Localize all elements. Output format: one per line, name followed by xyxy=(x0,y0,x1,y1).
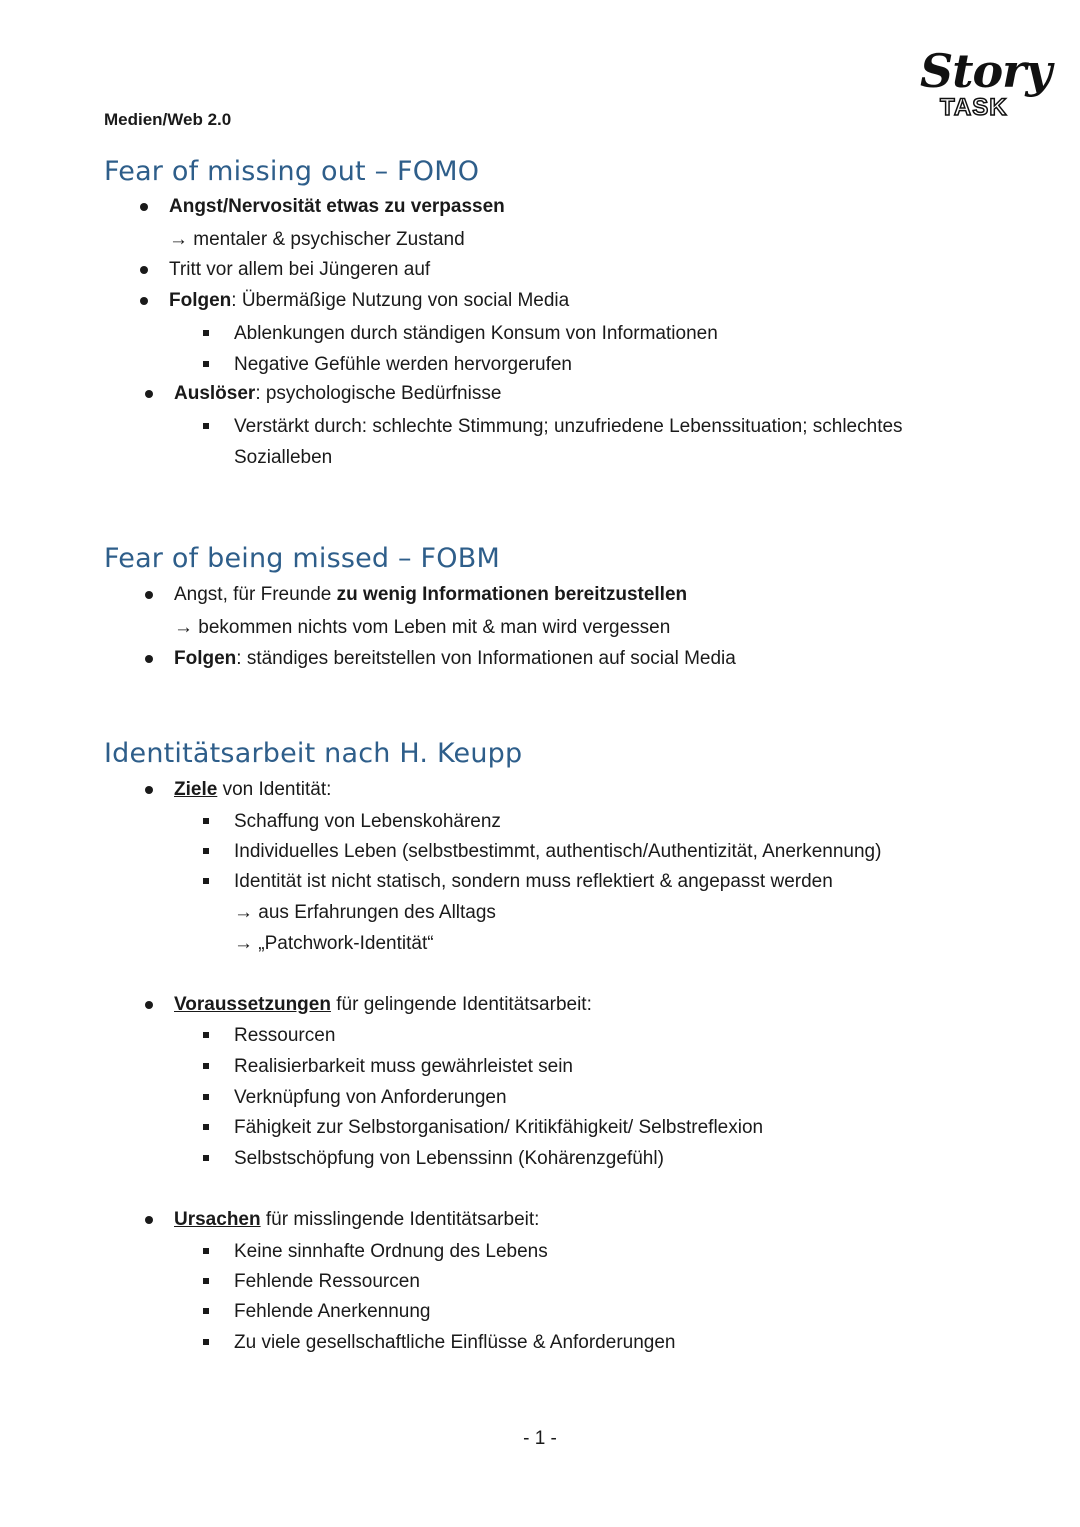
bullet xyxy=(145,591,153,599)
fomo-bullet-1: Angst/Nervosität etwas zu verpassen xyxy=(169,196,505,217)
fobm-bullet-1-arrow: → bekommen nichts vom Leben mit & man wird vergessen xyxy=(174,617,671,638)
fomo-bullet-1-arrow: → mentaler & psychischer Zustand xyxy=(169,229,465,250)
keupp-ursachen-item: Keine sinnhafte Ordnung des Lebens xyxy=(234,1241,548,1262)
square-bullet xyxy=(203,1063,209,1069)
keupp-ursachen-item: Fehlende Ressourcen xyxy=(234,1271,420,1292)
square-bullet xyxy=(203,423,209,429)
keupp-ursachen-item: Fehlende Anerkennung xyxy=(234,1301,431,1322)
fobm-bullet-2: Folgen: ständiges bereitstellen von Informationen auf social Media xyxy=(174,648,736,669)
keupp-ziele-item: Identität ist nicht statisch, sondern muss reflektiert & angepasst werden xyxy=(234,871,833,892)
document-header: Medien/Web 2.0 xyxy=(104,110,232,129)
fobm-bullet-1: Angst, für Freunde zu wenig Informationen bereitzustellen xyxy=(174,584,688,605)
bullet xyxy=(140,203,148,211)
bullet xyxy=(145,390,153,398)
square-bullet xyxy=(203,330,209,336)
bullet xyxy=(145,1001,153,1009)
fomo-bullet-4: Auslöser: psychologische Bedürfnisse xyxy=(174,383,502,404)
bullet xyxy=(145,786,153,794)
fomo-bullet-4-sub-1-line-2: Sozialleben xyxy=(234,447,333,468)
keupp-voraussetzungen-heading: Voraussetzungen für gelingende Identitätsarbeit: xyxy=(174,994,592,1015)
keupp-ursachen-heading: Ursachen für misslingende Identitätsarbeit: xyxy=(174,1209,540,1230)
keupp-voraussetzungen-item: Realisierbarkeit muss gewährleistet sein xyxy=(234,1056,573,1077)
square-bullet xyxy=(203,1339,209,1345)
fomo-bullet-3: Folgen: Übermäßige Nutzung von social Media xyxy=(169,290,570,311)
square-bullet xyxy=(203,1248,209,1254)
keupp-voraussetzungen-item: Selbstschöpfung von Lebenssinn (Kohärenzgefühl) xyxy=(234,1148,664,1169)
square-bullet xyxy=(203,1032,209,1038)
square-bullet xyxy=(203,1094,209,1100)
bullet xyxy=(145,655,153,663)
square-bullet xyxy=(203,1155,209,1161)
fomo-bullet-2: Tritt vor allem bei Jüngeren auf xyxy=(169,259,431,280)
keupp-voraussetzungen-item: Verknüpfung von Anforderungen xyxy=(234,1087,507,1108)
keupp-ziele-item: Individuelles Leben (selbstbestimmt, authentisch/Authentizität, Anerkennung) xyxy=(234,841,882,862)
square-bullet xyxy=(203,848,209,854)
section-title-fomo: Fear of missing out – FOMO xyxy=(104,156,480,187)
keupp-ziele-arrow-1: → aus Erfahrungen des Alltags xyxy=(234,902,496,923)
logo-sub-text: TASK xyxy=(940,94,1008,121)
square-bullet xyxy=(203,361,209,367)
square-bullet xyxy=(203,818,209,824)
keupp-ziele-arrow-2: → „Patchwork-Identität“ xyxy=(234,933,434,954)
square-bullet xyxy=(203,1278,209,1284)
keupp-voraussetzungen-item: Fähigkeit zur Selbstorganisation/ Kritikfähigkeit/ Selbstreflexion xyxy=(234,1117,764,1138)
section-title-fobm: Fear of being missed – FOBM xyxy=(104,543,500,574)
square-bullet xyxy=(203,878,209,884)
fomo-bullet-3-sub-1: Ablenkungen durch ständigen Konsum von Informationen xyxy=(234,323,718,344)
square-bullet xyxy=(203,1308,209,1314)
square-bullet xyxy=(203,1124,209,1130)
bullet xyxy=(140,297,148,305)
fomo-bullet-3-sub-2: Negative Gefühle werden hervorgerufen xyxy=(234,354,572,375)
keupp-ursachen-item: Zu viele gesellschaftliche Einflüsse & Anforderungen xyxy=(234,1332,676,1353)
fomo-bullet-4-sub-1-line-1: Verstärkt durch: schlechte Stimmung; unzufriedene Lebenssituation; schlechtes xyxy=(234,416,903,437)
page-number: - 1 - xyxy=(523,1428,557,1449)
bullet xyxy=(145,1216,153,1224)
bullet xyxy=(140,266,148,274)
keupp-ziele-item: Schaffung von Lebenskohärenz xyxy=(234,811,501,832)
storytask-logo xyxy=(916,44,1052,126)
logo-script-text: Story xyxy=(920,44,1052,98)
section-title-keupp: Identitätsarbeit nach H. Keupp xyxy=(104,738,523,769)
keupp-ziele-heading: Ziele von Identität: xyxy=(174,779,332,800)
keupp-voraussetzungen-item: Ressourcen xyxy=(234,1025,336,1046)
